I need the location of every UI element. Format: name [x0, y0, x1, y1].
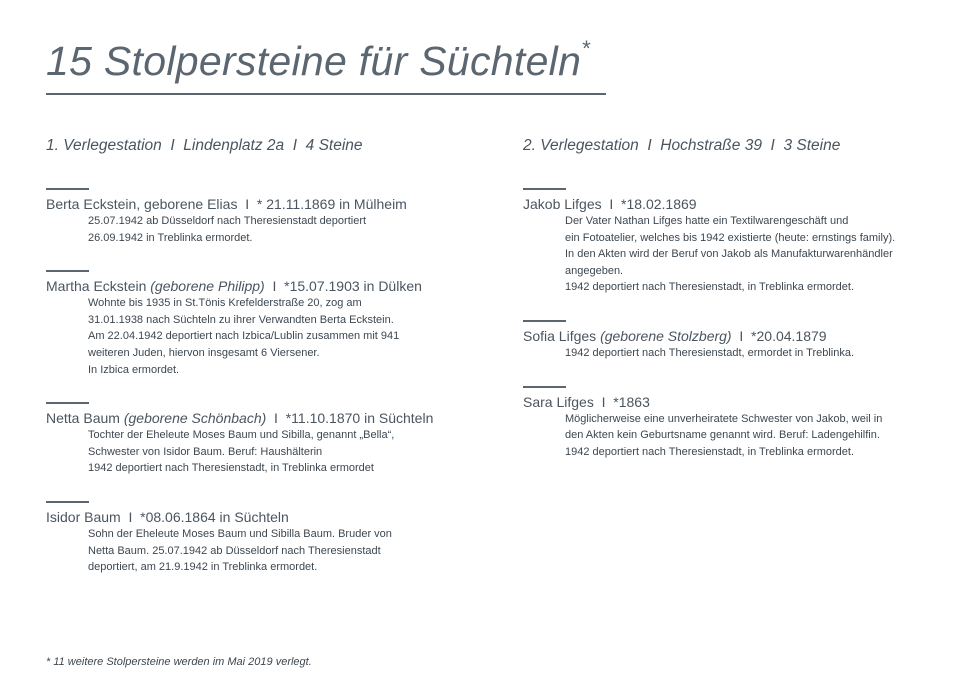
- biography-line: Netta Baum. 25.07.1942 ab Düsseldorf nach Theresienstadt: [88, 544, 381, 557]
- biography-text: [88, 213, 476, 246]
- stone-entry: [46, 188, 476, 246]
- entry-divider: [523, 386, 566, 388]
- biography-line: Schwester von Isidor Baum. Beruf: Haushälterin: [88, 445, 323, 458]
- biography-text: [565, 213, 943, 296]
- biography-text: [88, 295, 476, 378]
- stone-entry: [46, 270, 476, 378]
- birth-name: (geborene Philipp): [150, 278, 265, 295]
- birth-date: I *20.04.1879: [731, 327, 827, 344]
- biography-line: angegeben.: [565, 264, 624, 277]
- footnote: * 11 weitere Stolpersteine werden im Mai 2019 verlegt.: [46, 656, 312, 668]
- person-name-text: Berta Eckstein, geborene Elias I * 21.11.1869 in Mülheim: [46, 196, 407, 212]
- biography-line: weiteren Juden, hiervon insgesamt 6 Viersener.: [88, 346, 320, 359]
- person-name: [46, 195, 476, 213]
- biography-text: [565, 345, 943, 362]
- person-name-text: Sara Lifges I *1863: [523, 393, 650, 410]
- stone-entry: [523, 188, 943, 296]
- biography-line: In den Akten wird der Beruf von Jakob als Manufakturwarenhändler: [565, 248, 893, 261]
- station-2-entries: [523, 188, 943, 460]
- stone-entry: [46, 501, 476, 576]
- entry-divider: [46, 402, 89, 404]
- station-2-heading: 2. Verlegestation I Hochstraße 39 I 3 Steine: [523, 137, 841, 154]
- person-name: [46, 277, 476, 295]
- biography-text: [565, 411, 943, 461]
- entry-divider: [46, 188, 89, 190]
- title-block: [46, 38, 590, 85]
- entry-divider: [46, 270, 89, 272]
- biography-line: Wohnte bis 1935 in St.Tönis Krefelderstraße 20, zog am: [88, 297, 362, 310]
- person-name: [523, 393, 943, 411]
- biography-line: Der Vater Nathan Lifges hatte ein Textilwarengeschäft und: [565, 215, 849, 227]
- stone-entry: [46, 402, 476, 477]
- birth-date: I *11.10.1870 in Süchteln: [266, 410, 434, 427]
- station-1-column: [46, 137, 476, 600]
- biography-line: Sohn der Eheleute Moses Baum und Sibilla Baum. Bruder von: [88, 527, 392, 540]
- person-name: [523, 195, 943, 213]
- person-name-text: Martha Eckstein: [46, 278, 151, 295]
- biography-text: [88, 427, 476, 477]
- stone-entry: [523, 386, 943, 461]
- biography-line: 31.01.1938 nach Süchteln zu ihrer Verwandten Berta Eckstein.: [88, 313, 394, 326]
- biography-line: ein Fotoatelier, welches bis 1942 existierte (heute: ernstings family).: [565, 231, 896, 244]
- biography-line: 1942 deportiert nach Theresienstadt, in Treblinka ermordet.: [565, 445, 855, 458]
- biography-line: den Akten kein Geburtsname genannt wird. Beruf: Ladengehilfin.: [565, 429, 880, 442]
- person-name-text: Sofia Lifges: [523, 327, 601, 344]
- biography-text: [88, 526, 476, 576]
- birth-date: I *15.07.1903 in Dülken: [264, 278, 422, 295]
- biography-line: Am 22.04.1942 deportiert nach Izbica/Lublin zusammen mit 941: [88, 330, 400, 343]
- person-name: [46, 409, 476, 427]
- biography-line: 1942 deportiert nach Theresienstadt, ermordet in Treblinka.: [565, 346, 855, 359]
- station-1-entries: [46, 188, 476, 576]
- biography-line: In Izbica ermordet.: [88, 363, 180, 376]
- stone-entry: [523, 320, 943, 362]
- biography-line: 1942 deportiert nach Theresienstadt, in Treblinka ermordet.: [565, 281, 855, 294]
- station-2-column: [523, 137, 943, 484]
- station-1-heading: 1. Verlegestation I Lindenplatz 2a I 4 Steine: [46, 137, 363, 154]
- person-name: [46, 508, 476, 526]
- biography-line: deportiert, am 21.9.1942 in Treblinka ermordet.: [88, 561, 318, 574]
- person-name-text: Jakob Lifges I *18.02.1869: [523, 196, 697, 212]
- biography-line: 1942 deportiert nach Theresienstadt, in Treblinka ermordet: [88, 462, 374, 475]
- birth-name: (geborene Schönbach): [123, 410, 267, 427]
- entry-divider: [523, 320, 566, 322]
- entry-divider: [46, 501, 89, 503]
- birth-name: (geborene Stolzberg): [600, 327, 732, 344]
- person-name-text: Isidor Baum I *08.06.1864 in Süchteln: [46, 508, 289, 525]
- person-name: [523, 327, 943, 345]
- biography-line: 26.09.1942 in Treblinka ermordet.: [88, 231, 253, 244]
- person-name-text: Netta Baum: [46, 410, 124, 427]
- biography-line: Tochter der Eheleute Moses Baum und Sibilla, genannt „Bella“,: [88, 429, 395, 442]
- title-underline: [46, 93, 606, 95]
- page-title: [46, 38, 590, 84]
- entry-divider: [523, 188, 566, 190]
- title-footnote-mark: *: [581, 36, 591, 62]
- biography-line: 25.07.1942 ab Düsseldorf nach Theresienstadt deportiert: [88, 215, 367, 227]
- page-title-text: 15 Stolpersteine für Süchteln: [46, 38, 582, 84]
- biography-line: Möglicherweise eine unverheiratete Schwester von Jakob, weil in: [565, 412, 883, 425]
